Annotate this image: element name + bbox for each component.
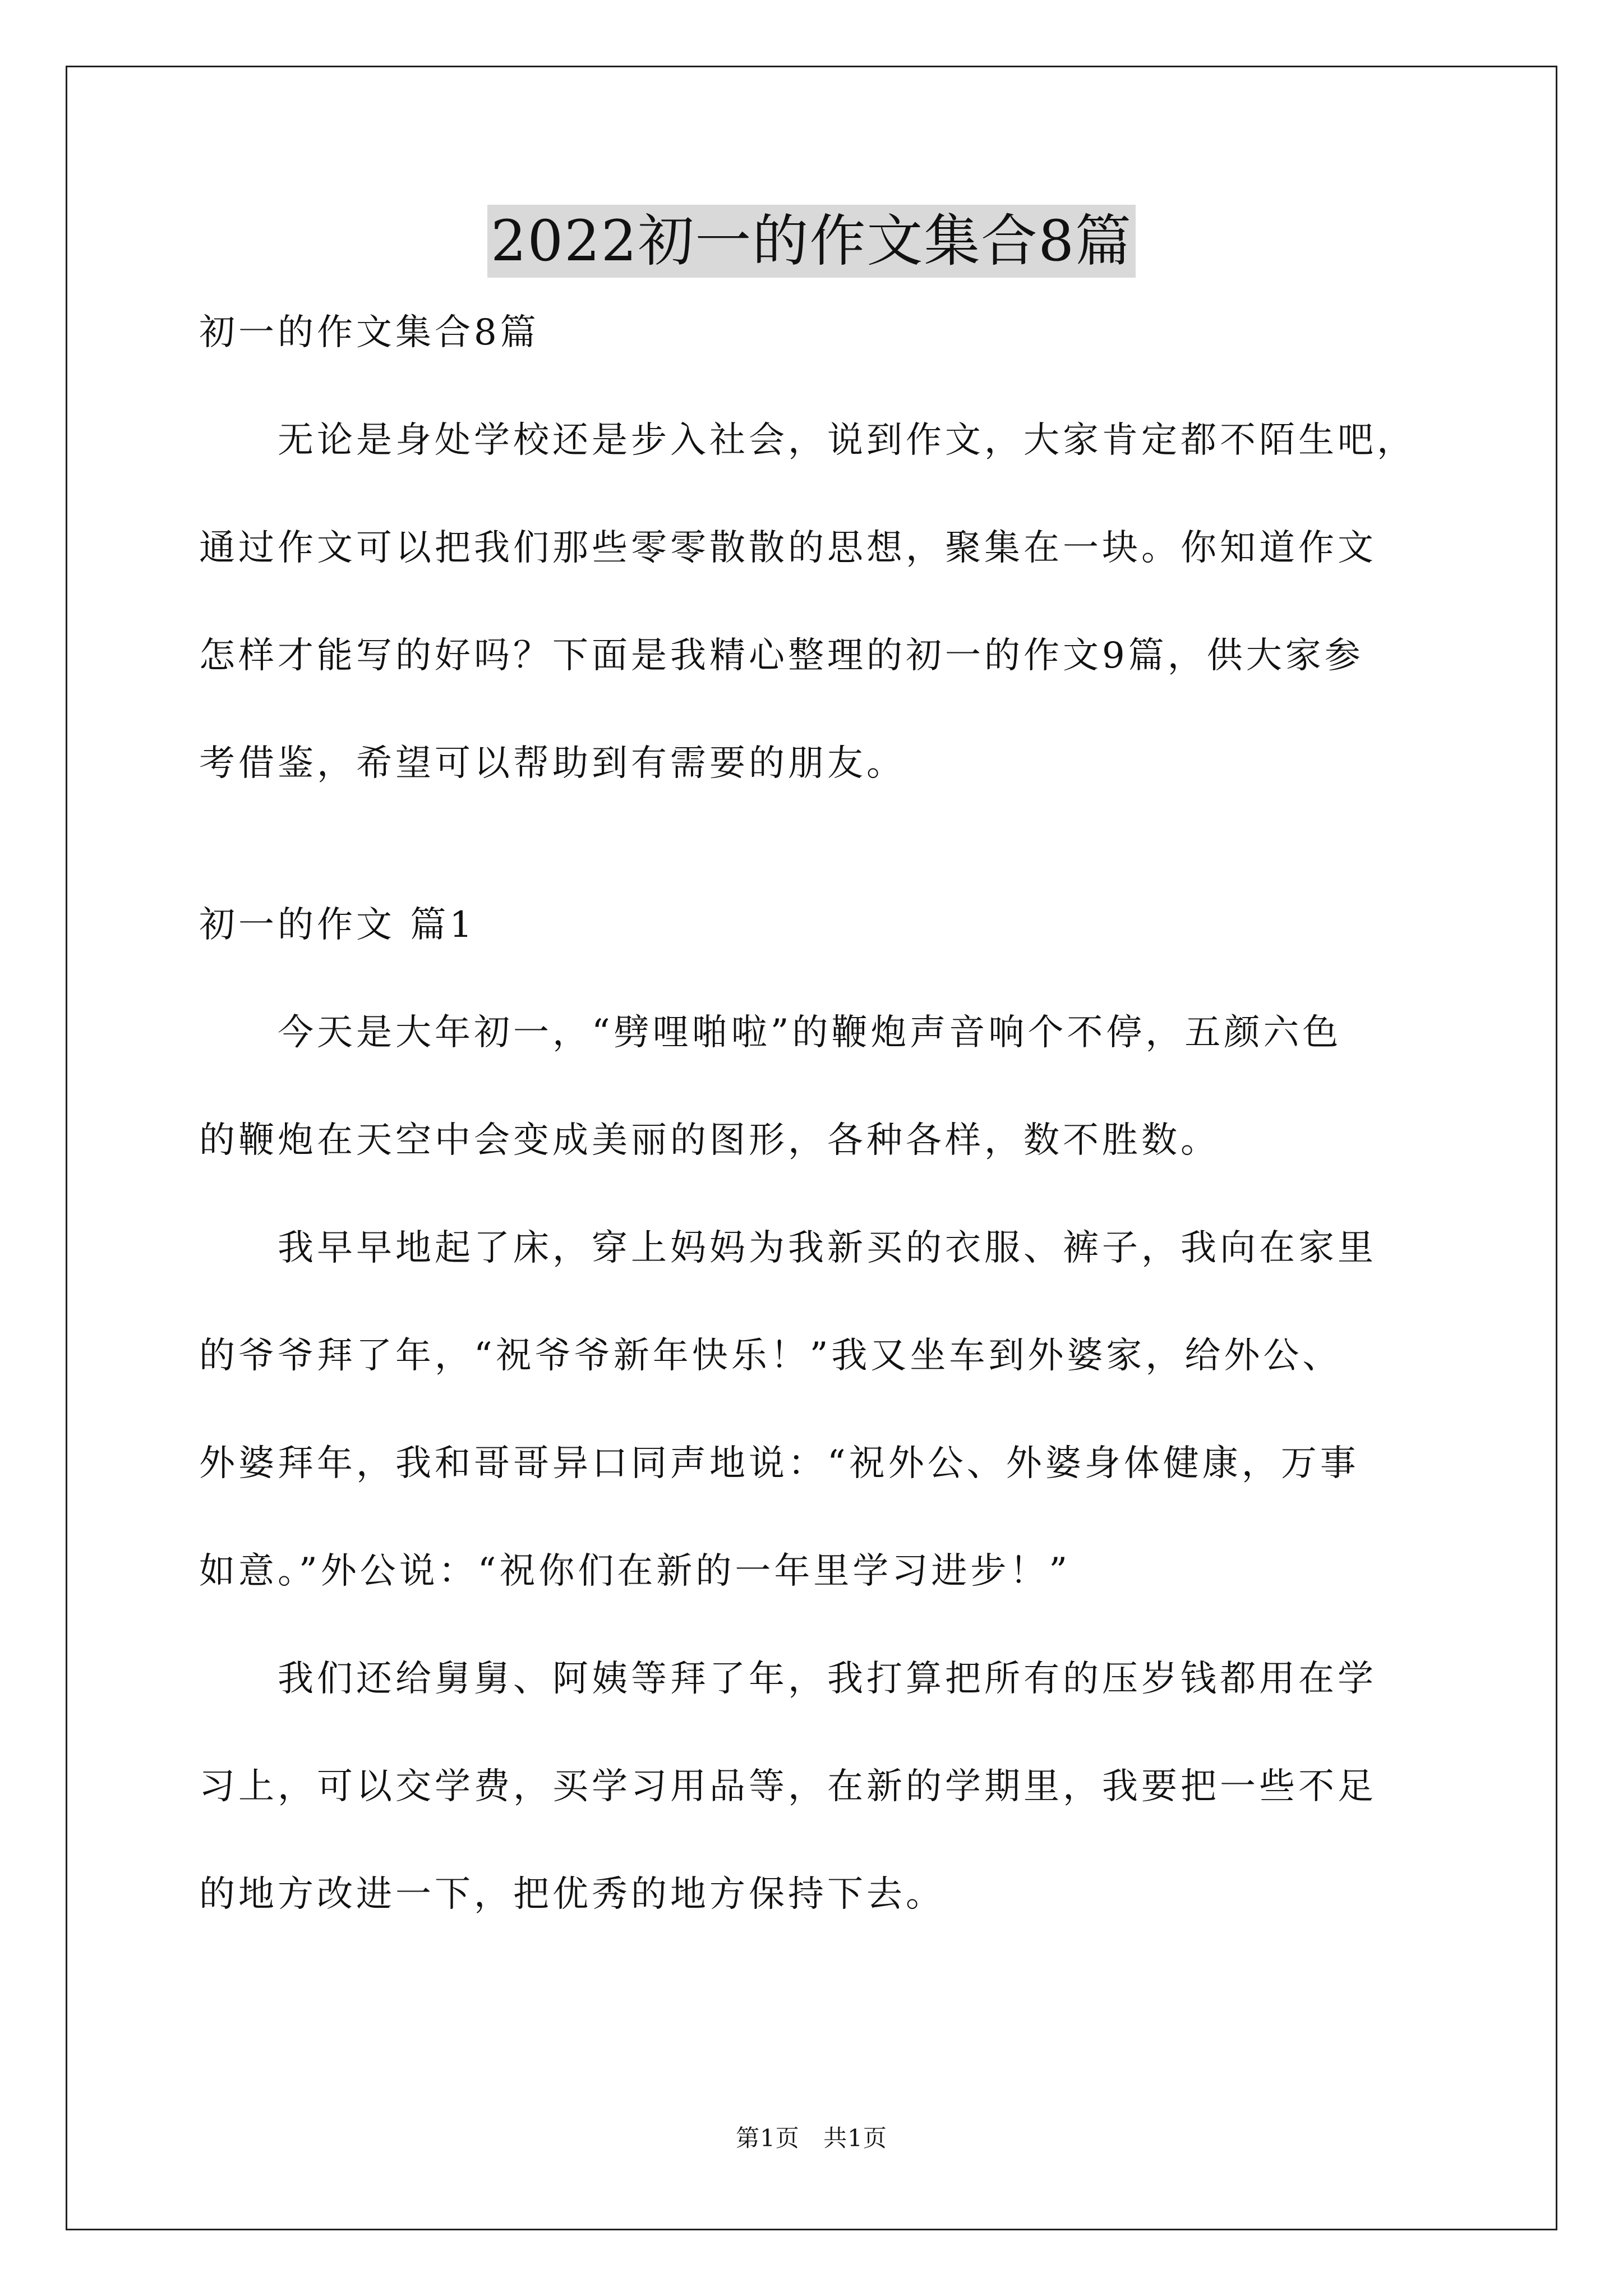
document-subtitle: 初一的作文集合8篇 — [199, 312, 540, 353]
intro-line: 考借鉴，希望可以帮助到有需要的朋友。 — [199, 743, 906, 784]
page-number: 第1页 — [736, 2124, 800, 2152]
page-footer — [0, 2122, 1623, 2155]
document-body — [199, 306, 1433, 1975]
section-paragraph-3 — [199, 1652, 1433, 1975]
intro-line: 无论是身处学校还是步入社会，说到作文，大家肯定都不陌生吧， — [278, 420, 1416, 461]
section-paragraph-2 — [199, 1221, 1433, 1652]
section-heading: 初一的作文 篇1 — [199, 904, 476, 946]
paragraph-line: 如意。”外公说：“祝你们在新的一年里学习进步！” — [199, 1550, 1071, 1592]
paragraph-line: 习上，可以交学费，买学习用品等，在新的学期里，我要把一些不足 — [199, 1766, 1377, 1807]
paragraph-line: 的地方改进一下，把优秀的地方保持下去。 — [199, 1874, 945, 1915]
title-container — [0, 205, 1623, 278]
paragraph-line: 今天是大年初一，“劈哩啪啦”的鞭炮声音响个不停，五颜六色 — [278, 1012, 1342, 1053]
intro-line: 怎样才能写的好吗？下面是我精心整理的初一的作文9篇，供大家参 — [199, 635, 1364, 677]
section-paragraph-1 — [199, 1006, 1433, 1221]
document-title: 2022初一的作文集合8篇 — [487, 205, 1136, 278]
intro-line: 通过作文可以把我们那些零零散散的思想，聚集在一块。你知道作文 — [199, 527, 1377, 569]
paragraph-line: 的爷爷拜了年，“祝爷爷新年快乐！”我又坐车到外婆家，给外公、 — [199, 1335, 1342, 1377]
paragraph-line: 我早早地起了床，穿上妈妈为我新买的衣服、裤子，我向在家里 — [278, 1227, 1377, 1269]
page-total: 共1页 — [823, 2124, 887, 2152]
section-spacer — [199, 844, 1433, 898]
paragraph-line: 我们还给舅舅、阿姨等拜了年，我打算把所有的压岁钱都用在学 — [278, 1658, 1377, 1700]
intro-paragraph — [199, 413, 1433, 844]
paragraph-line: 外婆拜年，我和哥哥异口同声地说：“祝外公、外婆身体健康，万事 — [199, 1443, 1359, 1484]
paragraph-line: 的鞭炮在天空中会变成美丽的图形，各种各样，数不胜数。 — [199, 1120, 1220, 1161]
